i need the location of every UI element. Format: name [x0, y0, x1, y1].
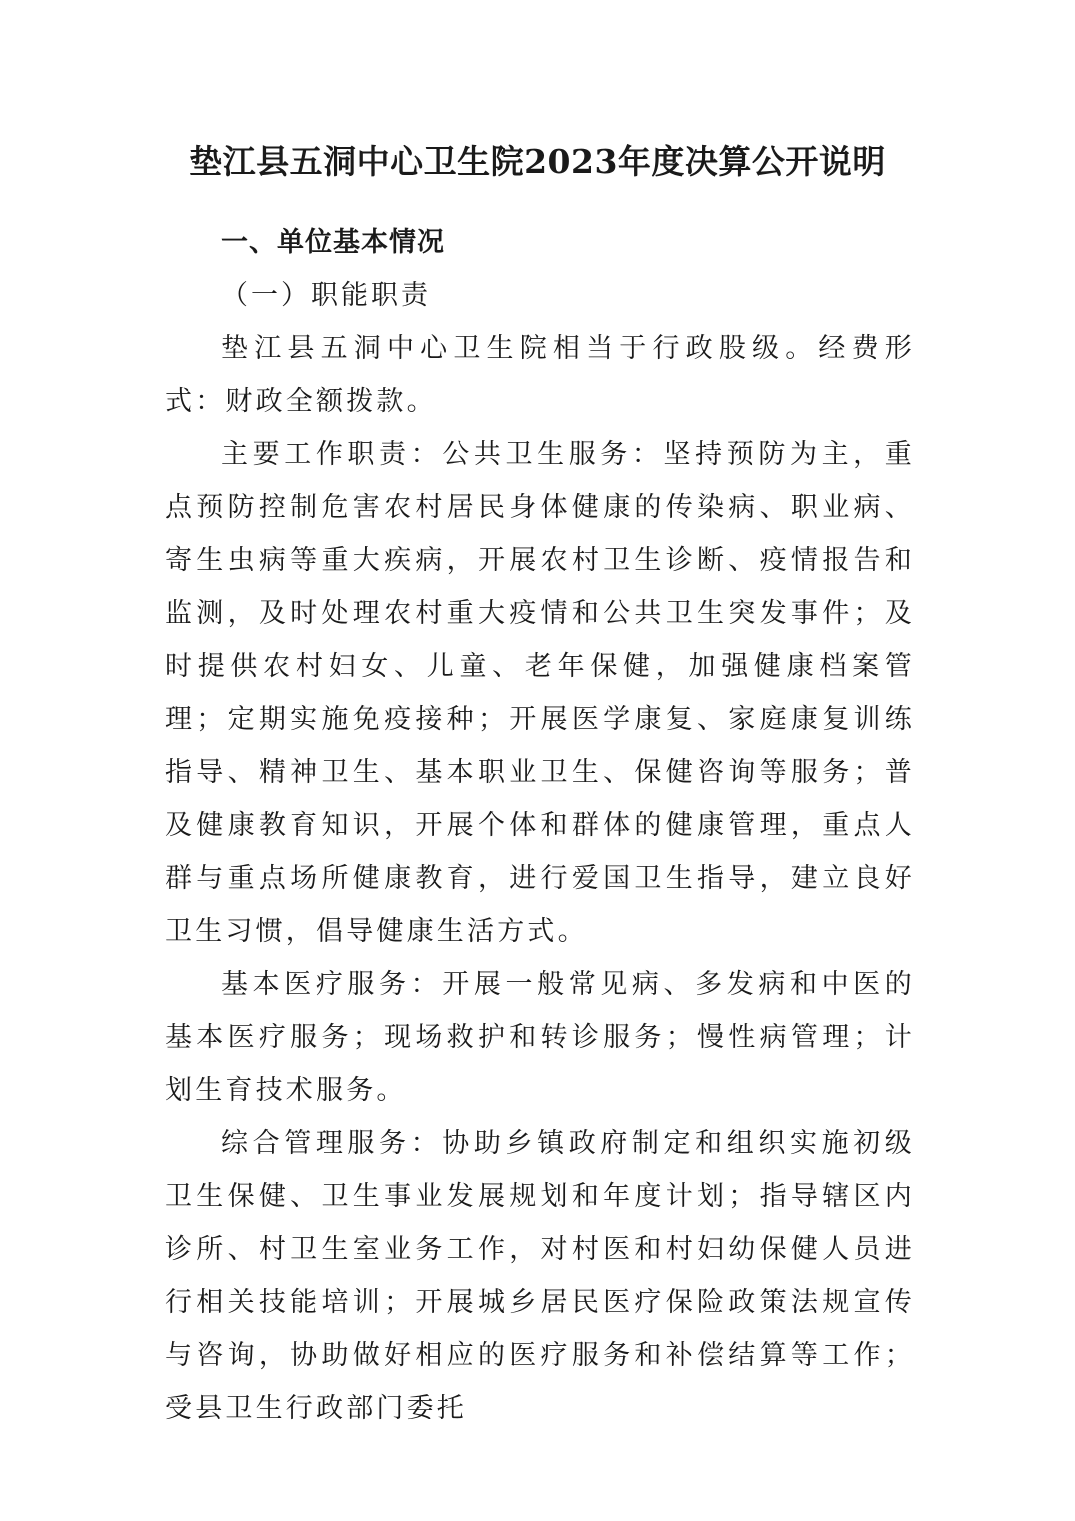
document-title: 垫江县五洞中心卫生院2023年度决算公开说明: [189, 142, 886, 181]
document-body: [165, 216, 915, 1435]
subsection-heading-functions: （一）职能职责: [221, 280, 431, 311]
paragraph-comprehensive-management: 综合管理服务：协助乡镇政府制定和组织实施初级卫生保健、卫生事业发展规划和年度计划；指导辖区内诊所、村卫生室业务工作，对村医和村妇幼保健人员进行相关技能培训；开展城乡居民医疗保险政策法规宣传与咨询，协助做好相应的医疗服务和补偿结算等工作；受县卫生行政部门委托: [165, 1128, 915, 1424]
paragraph-main-duties: 主要工作职责：公共卫生服务：坚持预防为主，重点预防控制危害农村居民身体健康的传染病、职业病、寄生虫病等重大疾病，开展农村卫生诊断、疫情报告和监测，及时处理农村重大疫情和公共卫生突发事件；及时提供农村妇女、儿童、老年保健，加强健康档案管理；定期实施免疫接种；开展医学康复、家庭康复训练指导、精神卫生、基本职业卫生、保健咨询等服务；普及健康教育知识，开展个体和群体的健康管理，重点人群与重点场所健康教育，进行爱国卫生指导，建立良好卫生习惯，倡导健康生活方式。: [165, 439, 915, 947]
paragraph-unit-level: 垫江县五洞中心卫生院相当于行政股级。经费形式：财政全额拨款。: [165, 333, 915, 417]
section-heading-unit-basic-info: 一、单位基本情况: [221, 227, 445, 258]
paragraph-basic-medical-services: 基本医疗服务：开展一般常见病、多发病和中医的基本医疗服务；现场救护和转诊服务；慢性病管理；计划生育技术服务。: [165, 969, 915, 1106]
